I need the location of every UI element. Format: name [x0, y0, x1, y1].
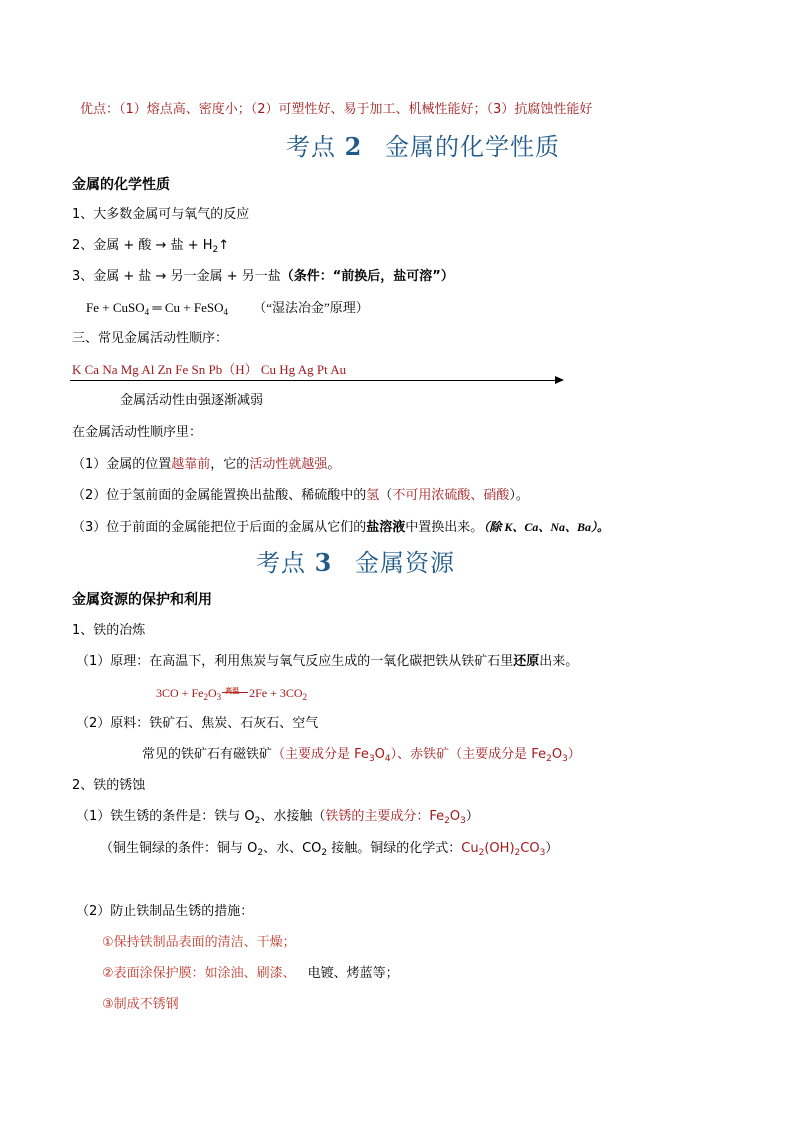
- rule1-e: 。: [327, 457, 341, 472]
- advantages-line: [80, 101, 592, 119]
- principle-c: 出来。: [539, 654, 579, 669]
- copper-d: Cu: [461, 841, 479, 856]
- rule2-b: 氢: [366, 488, 380, 503]
- rust-cond-e: ）: [465, 809, 479, 824]
- rust-cond-sub3: 3: [460, 816, 466, 826]
- principle-b: 还原: [513, 654, 540, 669]
- activity-arrow-line: [70, 380, 556, 381]
- activity-caption: 金属活动性由强逐渐减弱: [120, 393, 264, 408]
- smelt-eq-c: 2Fe + 3CO: [249, 686, 303, 700]
- copper-condition: [100, 840, 558, 858]
- copper-a: （铜生铜绿的条件：铜与 O: [100, 841, 258, 856]
- copper-f: CO: [520, 841, 540, 856]
- rule2-c: （: [379, 488, 393, 503]
- smelt-principle: [76, 653, 578, 671]
- rust-cond-sub: 2: [254, 816, 261, 826]
- section2-title-num: 2: [344, 132, 363, 161]
- ore-e: ）、: [390, 747, 411, 762]
- copper-e: (OH): [484, 841, 515, 856]
- rule3-b: 盐溶液: [366, 520, 406, 535]
- acid-reaction-text: 2、金属 + 酸 → 盐 + H: [72, 238, 213, 253]
- salt-reaction-condition: （条件：“前换后，盐可溶”）: [280, 269, 454, 284]
- smelt-eq-b: O: [207, 686, 217, 700]
- copper-b: 、水、CO: [263, 841, 322, 856]
- ore-sub2: 4: [384, 754, 391, 764]
- rule2: [72, 487, 529, 505]
- prevent2-b: 电镀、烤蓝等；: [307, 966, 399, 981]
- eq-rhs: ═ Cu + FeSO: [149, 300, 224, 315]
- eq-note: （“湿法冶金”原理）: [253, 300, 369, 315]
- rust-condition: [76, 808, 479, 826]
- ore-h: O: [551, 747, 563, 762]
- rule1-c: ，它的: [210, 457, 250, 472]
- section2-title-prefix: 考点: [286, 133, 336, 161]
- rule3-d: （除 K、Ca、Na、Ba）。: [483, 520, 609, 534]
- prevent-item-3: ③制成不锈钢: [102, 997, 179, 1012]
- ore-b: 磁铁矿: [233, 747, 273, 762]
- smelt-equation: [156, 684, 307, 702]
- ore-g: （主要成分是 Fe: [449, 747, 547, 762]
- section2-line3: [72, 268, 454, 286]
- copper-sub2: 2: [321, 848, 328, 858]
- section3-title-prefix: 考点: [256, 549, 306, 577]
- prevent-item-1: ①保持铁制品表面的清洁、干燥；: [102, 935, 296, 950]
- activity-series: K Ca Na Mg Al Zn Fe Sn Pb（H） Cu Hg Ag Pt Au: [72, 362, 347, 377]
- rule1-b: 越靠前: [171, 457, 211, 472]
- advantages-label: 优点：: [80, 102, 120, 117]
- rust-cond-sub2: 2: [444, 816, 450, 826]
- ore-sub1: 3: [368, 754, 375, 764]
- ore-sub4: 3: [562, 754, 568, 764]
- rust-cond-a: （1）铁生锈的条件是：铁与 O: [76, 809, 255, 824]
- high-temp-label: 高温: [225, 687, 240, 695]
- prevent-title: （2）防止铁制品生锈的措施：: [76, 904, 254, 919]
- ore-c: （主要成分是 Fe: [272, 747, 369, 762]
- ore-sub3: 2: [546, 754, 552, 764]
- section2-line1: 1、大多数金属可与氧气的反应: [72, 207, 250, 222]
- activity-arrow-head-icon: [555, 376, 564, 384]
- rule1-d: 活动性就越强: [249, 457, 328, 472]
- copper-c: 接触。铜绿的化学式：: [327, 841, 462, 856]
- in-series-label: 在金属活动性顺序里：: [72, 425, 203, 440]
- rule1: [72, 456, 340, 474]
- rule2-d: 不可用浓硫酸、硝酸: [392, 488, 510, 503]
- smelt-eq-a: 3CO + Fe: [156, 686, 204, 700]
- copper-sub3: 2: [478, 848, 485, 858]
- section2-line2: [72, 237, 229, 255]
- smelt-eq-sub1: 2: [203, 692, 208, 702]
- ores: [142, 746, 581, 764]
- rule3: [72, 518, 609, 537]
- rule2-a: （2）位于氢前面的金属能置换出盐酸、稀硫酸中的: [72, 488, 367, 503]
- section3-title-text: 金属资源: [354, 549, 455, 577]
- advantages-items: （1）熔点高、密度小；（2）可塑性好、易于加工、机械性能好；（3）抗腐蚀性能好: [119, 102, 593, 117]
- rust-title: 2、铁的锈蚀: [72, 778, 146, 793]
- rust-cond-c: 铁锈的主要成分：Fe: [325, 809, 445, 824]
- rust-cond-d: O: [449, 809, 461, 824]
- prevent-item-2: [102, 965, 399, 983]
- rule3-c: 中置换出来。: [405, 520, 484, 535]
- smelt-eq-sub3: 2: [302, 692, 308, 702]
- rust-cond-b: 、水接触（: [260, 809, 326, 824]
- ore-a: 常见的铁矿石有: [142, 747, 234, 762]
- smelt-eq-sub2: 3: [216, 692, 222, 702]
- h2-subscript: 2: [212, 245, 219, 255]
- section3-heading: [256, 548, 455, 578]
- smelt-title: 1、铁的冶炼: [72, 623, 146, 638]
- materials: （2）原料：铁矿石、焦炭、石灰石、空气: [76, 716, 319, 731]
- copper-sub1: 2: [257, 848, 264, 858]
- ore-i: ）: [567, 747, 581, 762]
- salt-reaction-text: 3、金属 + 盐 → 另一金属 + 另一盐: [72, 269, 281, 284]
- prevent2-a: ②表面涂保护膜：如涂油、刷漆、: [102, 966, 296, 981]
- eq-sub2: 4: [223, 307, 228, 317]
- ore-f: 赤铁矿: [410, 747, 450, 762]
- eq-sub1: 4: [144, 307, 150, 317]
- section2-subtitle: 金属的化学性质: [72, 177, 170, 193]
- copper-sub4: 2: [514, 848, 521, 858]
- gas-arrow: ↑: [218, 238, 230, 253]
- iron-copper-equation: [86, 299, 369, 317]
- principle-a: （1）原理：在高温下，利用焦炭与氧气反应生成的一氧化碳把铁从铁矿石里: [76, 654, 514, 669]
- rule2-e: ）。: [509, 488, 529, 503]
- section3-title-num: 3: [314, 548, 333, 577]
- rule3-a: （3）位于前面的金属能把位于后面的金属从它们的: [72, 520, 367, 535]
- copper-sub5: 3: [539, 848, 546, 858]
- high-temp-condition: [222, 687, 248, 695]
- section2-heading: [286, 132, 560, 162]
- activity-title: 三、常见金属活动性顺序：: [72, 331, 229, 346]
- rule1-a: （1）金属的位置: [72, 457, 172, 472]
- section3-subtitle: 金属资源的保护和利用: [72, 592, 212, 608]
- ore-d: O: [374, 747, 385, 762]
- eq-lhs: Fe + CuSO: [86, 300, 145, 315]
- section2-title-text: 金属的化学性质: [384, 133, 560, 161]
- copper-g: ）: [545, 841, 559, 856]
